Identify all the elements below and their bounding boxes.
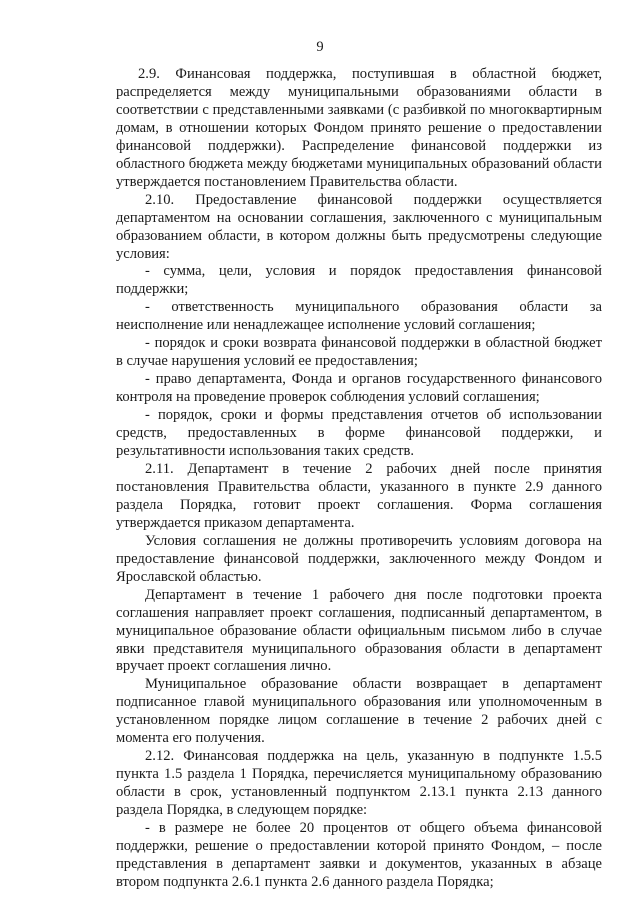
paragraph-2-11: 2.11. Департамент в течение 2 рабочих дней после принятия постановления Правительства области, указанного в пункте 2.9 данного раздела Порядка, готовит проект соглашения. Форма соглашения утверждается приказом департамента. bbox=[116, 460, 602, 531]
list-item: - право департамента, Фонда и органов государственного финансового контроля на проведение проверок соблюдения условий соглашения; bbox=[116, 371, 602, 406]
paragraph: Муниципальное образование области возвращает в департамент подписанное главой муниципального образования или уполномоченным в установленном порядке лицом соглашение в течение 2 рабочих дней с момента его получения. bbox=[116, 676, 602, 747]
document-body bbox=[116, 66, 602, 892]
paragraph: Условия соглашения не должны противоречить условиям договора на предоставление финансовой поддержки, заключенного между Фондом и Ярославской областью. bbox=[116, 532, 602, 585]
paragraph-2-9: 2.9. Финансовая поддержка, поступившая в областной бюджет, распределяется между муниципальными образованиями области в соответствии с представленными заявками (с разбивкой по многоквартирным домам, в отношении которых Фондом принято решение о предоставлении финансовой поддержки). Распределение финансовой поддержки из областного бюджета между бюджетами муниципальных образований области утверждается постановлением Правительства области. bbox=[116, 66, 602, 190]
page-number: 9 bbox=[316, 39, 324, 55]
paragraph-2-12: 2.12. Финансовая поддержка на цель, указанную в подпункте 1.5.5 пункта 1.5 раздела 1 Порядка, перечисляется муниципальному образованию области в срок, установленный подпунктом 2.13.1 пункта 2.13 данного раздела Порядка, в следующем порядке: bbox=[116, 748, 602, 819]
list-item: - сумма, цели, условия и порядок предоставления финансовой поддержки; bbox=[116, 263, 602, 298]
list-item: - порядок и сроки возврата финансовой поддержки в областной бюджет в случае нарушения условий ее предоставления; bbox=[116, 335, 602, 370]
list-item: - в размере не более 20 процентов от общего объема финансовой поддержки, решение о предоставлении которой принято Фондом, – после представления в департамент заявки и документов, указанных в абзаце втором подпункта 2.6.1 пункта 2.6 данного раздела Порядка; bbox=[116, 820, 602, 890]
list-item: - порядок, сроки и формы представления отчетов об использовании средств, предоставленных в форме финансовой поддержки, и результативности использования таких средств. bbox=[116, 407, 602, 460]
paragraph-2-10: 2.10. Предоставление финансовой поддержки осуществляется департаментом на основании соглашения, заключенного с муниципальным образованием области, в котором должны быть предусмотрены следующие условия: bbox=[116, 191, 602, 262]
list-item: - ответственность муниципального образования области за неисполнение или ненадлежащее исполнение условий соглашения; bbox=[116, 299, 602, 334]
paragraph: Департамент в течение 1 рабочего дня после подготовки проекта соглашения направляет проект соглашения, подписанный департаментом, в муниципальное образование области официальным письмом либо в случае явки представителя муниципального образования области в департамент вручает проект соглашения лично. bbox=[116, 586, 602, 675]
